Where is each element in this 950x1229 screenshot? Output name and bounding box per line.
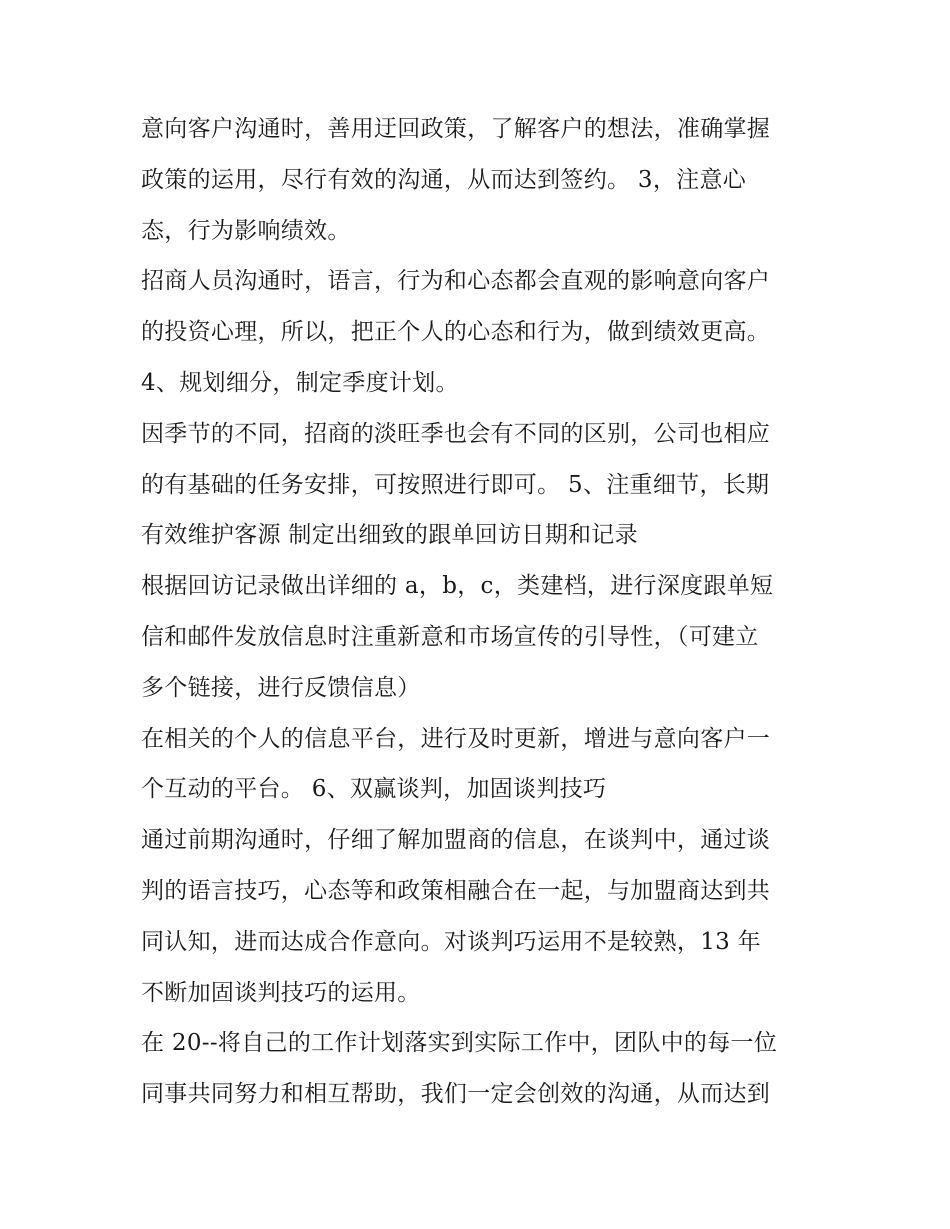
text-line: 同事共同努力和相互帮助，我们一定会创效的沟通，从而达到 (141, 1081, 771, 1108)
text-line: 根据回访记录做出详细的 a，b，c，类建档，进行深度跟单短 (141, 573, 774, 600)
text-line: 态，行为影响绩效。 (141, 217, 351, 244)
section-heading-4: 4、规划细分，制定季度计划。 (141, 369, 459, 396)
text-line: 不断加固谈判技巧的运用。 (141, 979, 421, 1006)
text-line: 通过前期沟通时，仔细了解加盟商的信息，在谈判中，通过谈 (141, 827, 771, 854)
text-line: 的投资心理，所以，把正个人的心态和行为，做到绩效更高。 (141, 319, 771, 346)
text-line: 信和邮件发放信息时注重新意和市场宣传的引导性，（可建立 (141, 623, 759, 650)
text-line: 在相关的个人的信息平台，进行及时更新，增进与意向客户一 (141, 725, 771, 752)
text-line: 同认知，进而达成合作意向。对谈判巧运用不是较熟，13 年 (141, 928, 761, 955)
text-line: 判的语言技巧，心态等和政策相融合在一起，与加盟商达到共 (141, 877, 771, 904)
text-line: 招商人员沟通时，语言，行为和心态都会直观的影响意向客户 (141, 268, 771, 295)
text-line: 个互动的平台。 6、双赢谈判，加固谈判技巧 (141, 776, 607, 803)
text-line: 多个链接，进行反馈信息） (141, 674, 421, 701)
text-line: 因季节的不同，招商的淡旺季也会有不同的区别，公司也相应 (141, 420, 771, 447)
text-line: 政策的运用，尽行有效的沟通，从而达到签约。 3，注意心 (141, 166, 747, 193)
text-line: 意向客户沟通时，善用迂回政策，了解客户的想法，准确掌握 (141, 116, 771, 142)
document-body (141, 106, 831, 1122)
text-line: 的有基础的任务安排，可按照进行即可。 5、注重细节，长期 (141, 471, 770, 498)
text-line: 在 20--将自己的工作计划落实到实际工作中，团队中的每一位 (141, 1030, 778, 1057)
text-line: 有效维护客源 制定出细致的跟单回访日期和记录 (141, 522, 638, 549)
